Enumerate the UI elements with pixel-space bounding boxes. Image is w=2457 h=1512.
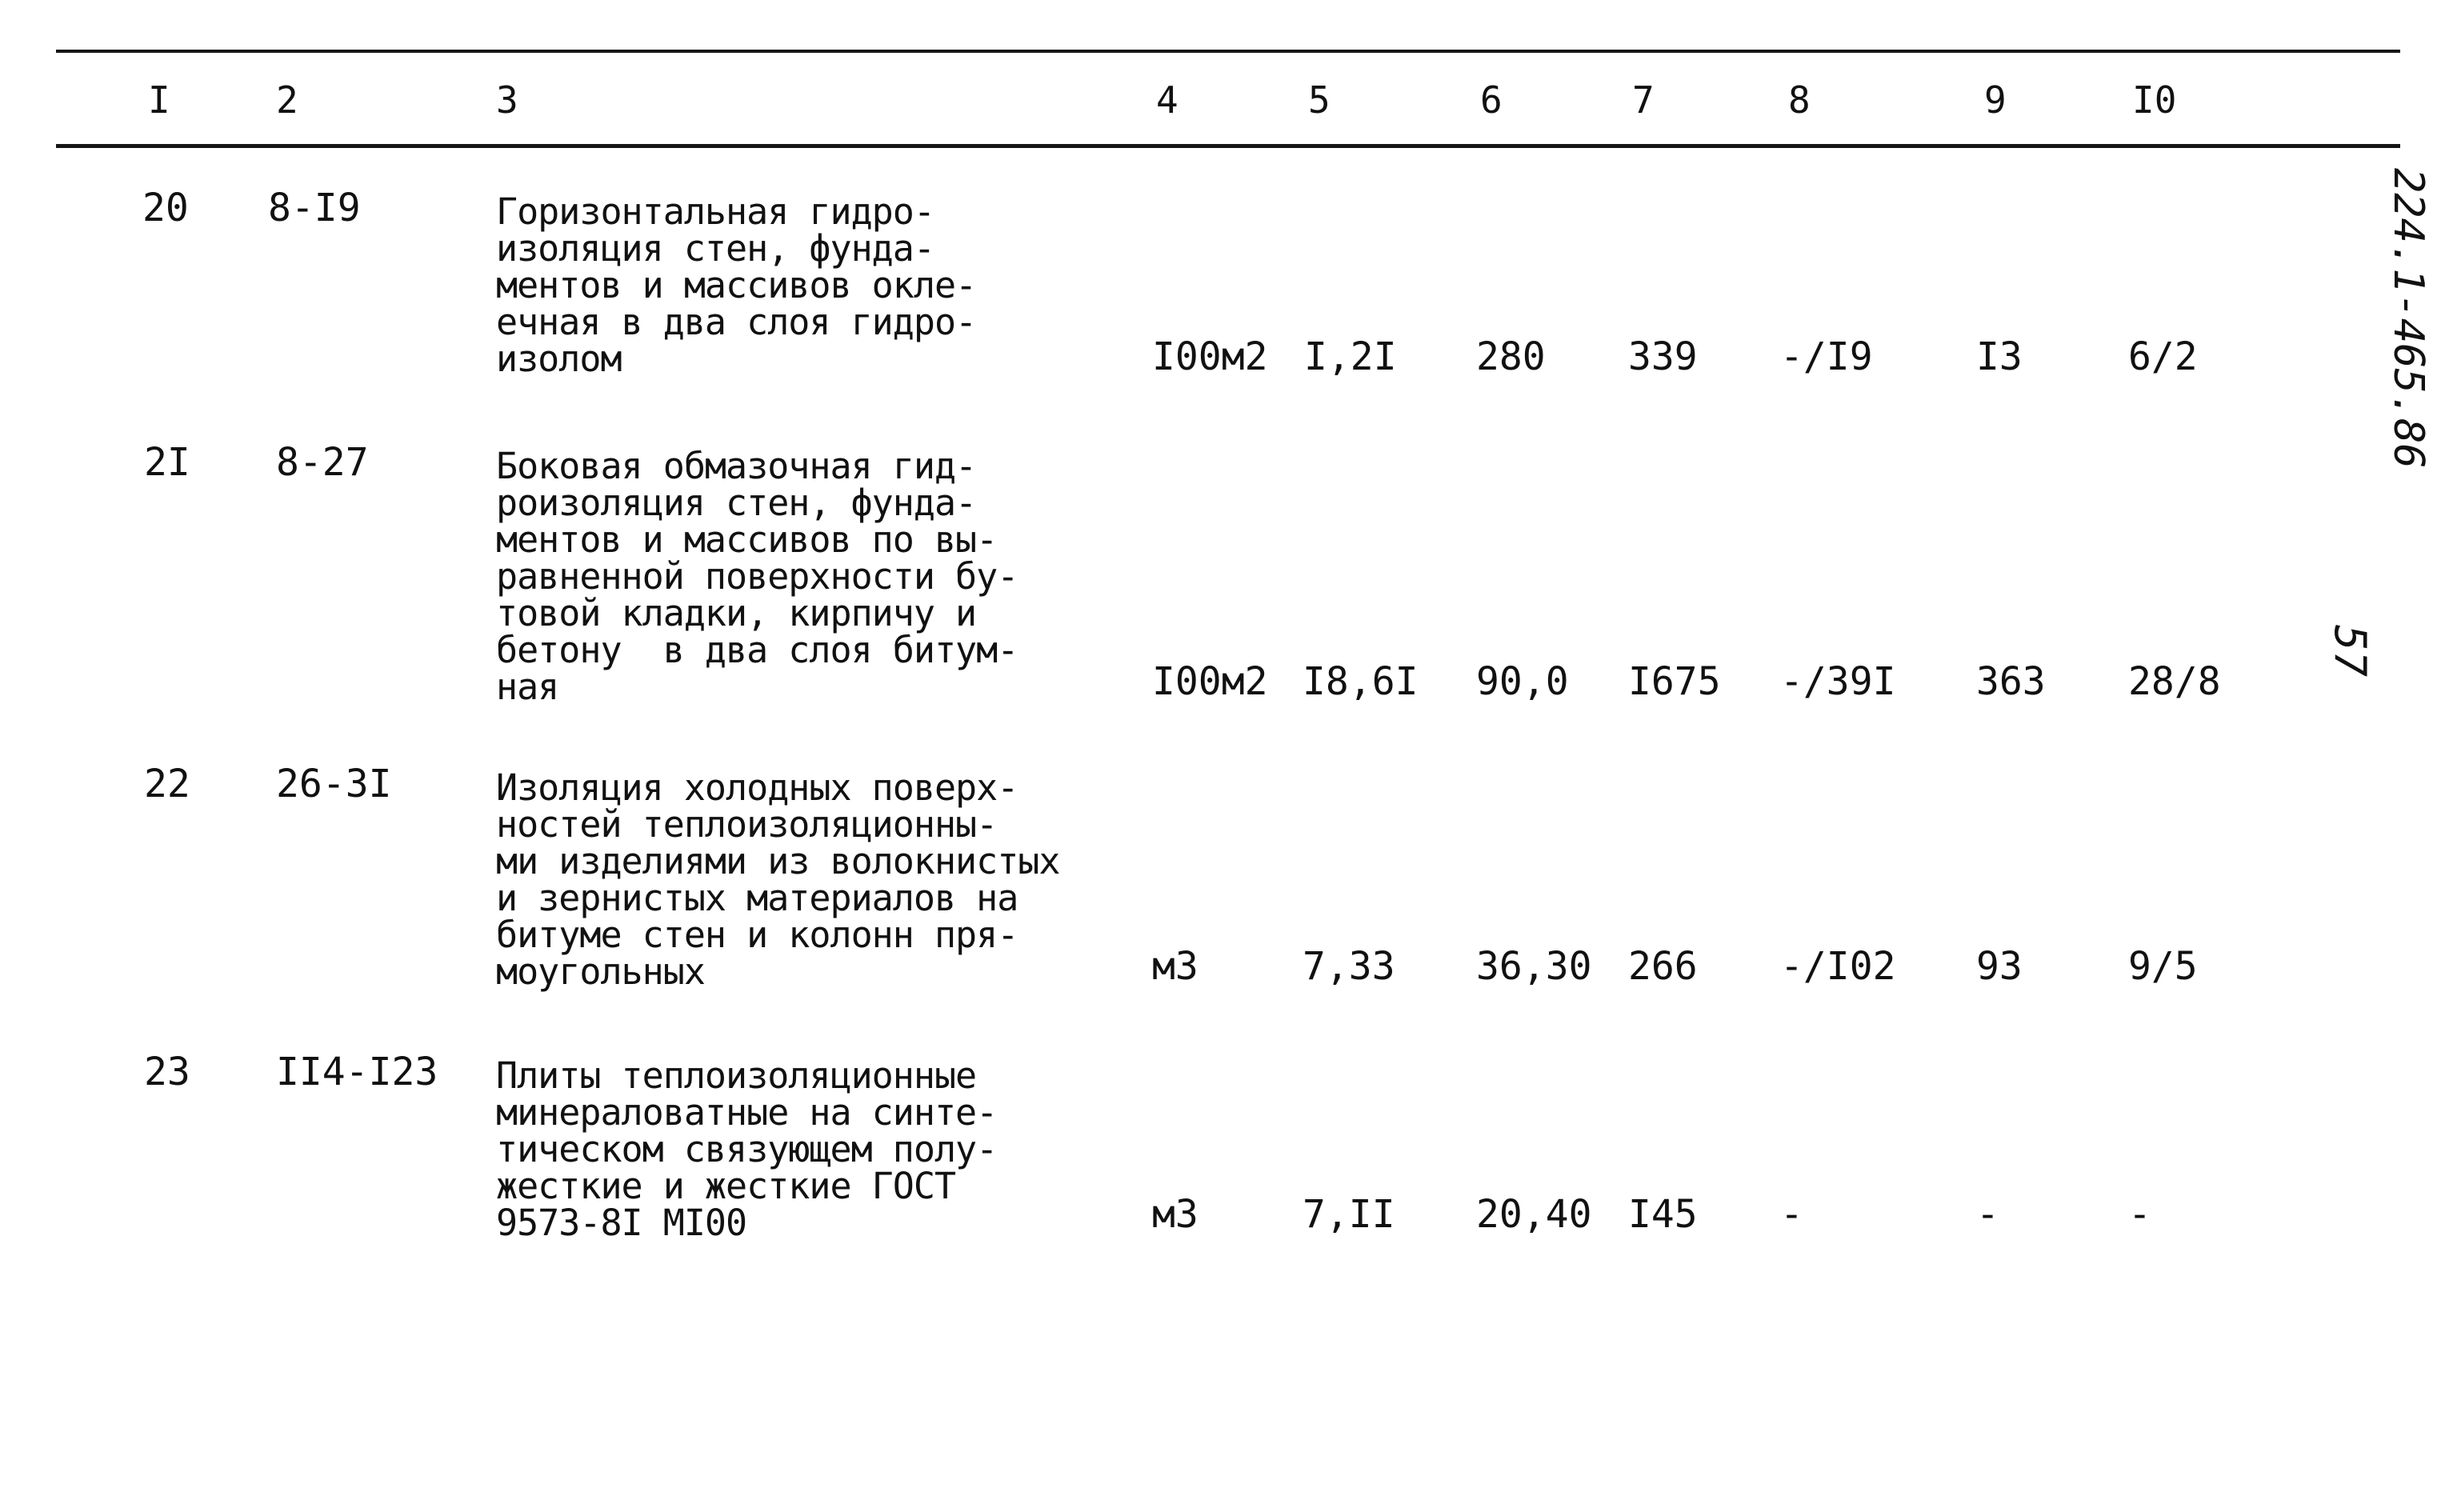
row-col-6: 280 xyxy=(1476,334,1546,379)
row-col-7: I45 xyxy=(1628,1192,1698,1237)
row-number: 2I xyxy=(144,440,190,485)
header-col-1: I xyxy=(148,78,170,122)
row-col-7: 339 xyxy=(1628,334,1698,379)
row-code: 8-I9 xyxy=(268,186,361,230)
row-code: 8-27 xyxy=(276,440,369,485)
margin-document-code: 224.1-465.86 xyxy=(2384,168,2432,469)
row-col-7: I675 xyxy=(1628,659,1721,704)
row-description: Горизонтальная гидро- изоляция стен, фунда- ментов и массивов окле- ечная в два слоя гидро- изолом xyxy=(496,190,977,380)
row-description: Изоляция холодных поверх- ностей теплоизоляционны- ми изделиями из волокнистых и зернистых материалов на битуме стен и колонн пря- моугольных xyxy=(496,766,1060,993)
row-number: 23 xyxy=(144,1050,190,1094)
page-number: 57 xyxy=(2325,624,2376,678)
row-col-7: 266 xyxy=(1628,944,1698,989)
row-description: Боковая обмазочная гид- роизоляция стен, фунда- ментов и массивов по вы- равненной поверхности бу- товой кладки, кирпичу и бетону в два слоя битум- ная xyxy=(496,445,1018,708)
row-col-8: - xyxy=(1780,1192,1803,1237)
row-code: II4-I23 xyxy=(276,1050,438,1094)
header-col-5: 5 xyxy=(1308,78,1331,122)
table-top-rule xyxy=(56,50,2400,53)
row-col-6: 90,0 xyxy=(1476,659,1569,704)
row-col-6: 36,30 xyxy=(1476,944,1592,989)
row-col-9: 93 xyxy=(1976,944,2023,989)
row-col-5: I8,6I xyxy=(1303,659,1419,704)
row-col-9: I3 xyxy=(1976,334,2023,379)
row-col-8: -/I02 xyxy=(1780,944,1896,989)
header-col-3: 3 xyxy=(496,78,518,122)
row-col-9: 363 xyxy=(1976,659,2046,704)
row-col-10: 6/2 xyxy=(2128,334,2198,379)
row-unit: м3 xyxy=(1152,944,1198,989)
row-col-10: 9/5 xyxy=(2128,944,2198,989)
row-code: 26-3I xyxy=(276,762,392,806)
header-col-7: 7 xyxy=(1632,78,1655,122)
header-col-4: 4 xyxy=(1156,78,1178,122)
header-col-2: 2 xyxy=(276,78,298,122)
header-col-10: I0 xyxy=(2132,78,2177,122)
row-col-6: 20,40 xyxy=(1476,1192,1592,1237)
row-unit: I00м2 xyxy=(1152,334,1268,379)
row-col-9: - xyxy=(1976,1192,1999,1237)
table-header-rule xyxy=(56,144,2400,148)
row-col-5: 7,II xyxy=(1303,1192,1395,1237)
row-col-10: - xyxy=(2128,1192,2151,1237)
row-col-8: -/I9 xyxy=(1780,334,1873,379)
row-description: Плиты теплоизоляционные минераловатные на синте- тическом связующем полу- жесткие и жесткие ГОСТ 9573-8I МI00 xyxy=(496,1054,998,1244)
row-unit: I00м2 xyxy=(1152,659,1268,704)
row-unit: м3 xyxy=(1152,1192,1198,1237)
row-col-8: -/39I xyxy=(1780,659,1896,704)
header-col-8: 8 xyxy=(1788,78,1811,122)
row-number: 20 xyxy=(142,186,189,230)
header-col-9: 9 xyxy=(1984,78,2007,122)
row-col-5: I,2I xyxy=(1304,334,1397,379)
row-col-10: 28/8 xyxy=(2128,659,2221,704)
row-col-5: 7,33 xyxy=(1303,944,1395,989)
header-col-6: 6 xyxy=(1480,78,1503,122)
row-number: 22 xyxy=(144,762,190,806)
